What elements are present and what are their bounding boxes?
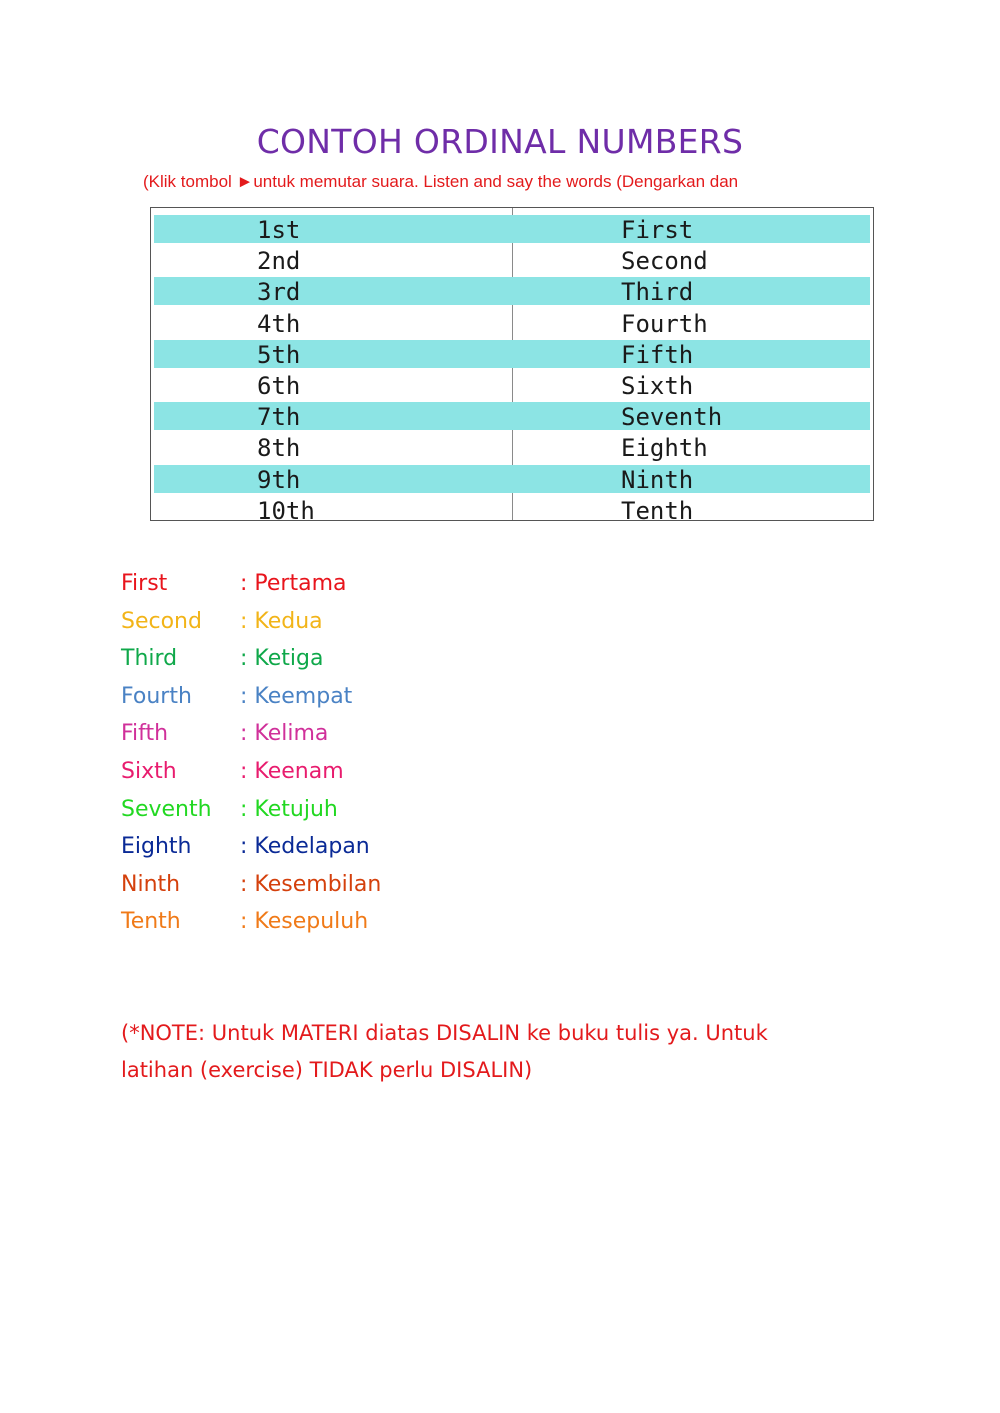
english-word: Sixth — [121, 758, 177, 784]
ordinal-abbreviation: 8th — [257, 434, 301, 463]
english-word: Fourth — [121, 683, 192, 709]
table-row — [154, 433, 870, 461]
english-word: Second — [121, 608, 202, 634]
indonesian-translation: : Kelima — [240, 721, 329, 747]
table-row — [154, 246, 870, 274]
table-row — [154, 402, 870, 430]
ordinal-abbreviation: 7th — [257, 403, 301, 432]
table-row — [154, 277, 870, 305]
ordinal-word: Third — [621, 278, 694, 307]
indonesian-translation: : Ketiga — [240, 646, 324, 672]
indonesian-translation: : Kesepuluh — [240, 909, 369, 935]
table-row — [154, 309, 870, 337]
ordinal-abbreviation: 2nd — [257, 247, 301, 276]
english-word: Fifth — [121, 721, 169, 747]
table-row — [154, 340, 870, 368]
ordinal-word: Eighth — [621, 434, 708, 463]
indonesian-translation: : Ketujuh — [240, 796, 338, 822]
english-word: Tenth — [121, 909, 181, 935]
ordinal-word: Tenth — [621, 496, 694, 521]
english-word: First — [121, 571, 168, 596]
table-row — [154, 215, 870, 243]
note-line-2: latihan (exercise) TIDAK perlu DISALIN) — [121, 1058, 533, 1082]
indonesian-translation: : Keempat — [240, 683, 353, 709]
english-word: Seventh — [121, 796, 212, 822]
ordinal-word: Fourth — [621, 309, 708, 338]
table-row — [154, 371, 870, 399]
table-row — [154, 465, 870, 493]
ordinal-word: Fifth — [621, 340, 694, 369]
ordinal-abbreviation: 3rd — [257, 278, 301, 307]
indonesian-translation: : Kedua — [240, 608, 323, 634]
english-word: Third — [121, 646, 178, 672]
instruction-text: (Klik tombol ►untuk memutar suara. Listen and say the words (Dengarkan dan — [143, 172, 739, 191]
ordinal-abbreviation: 5th — [257, 340, 301, 369]
note-text — [121, 1015, 881, 1089]
ordinal-abbreviation: 4th — [257, 309, 301, 338]
ordinal-abbreviation: 1st — [257, 216, 301, 244]
ordinal-word: Seventh — [621, 403, 723, 432]
ordinal-abbreviation: 9th — [257, 465, 301, 494]
english-word: Ninth — [121, 871, 181, 897]
ordinal-word: Ninth — [621, 465, 694, 494]
ordinal-word: First — [621, 216, 694, 244]
ordinal-table — [150, 207, 874, 521]
indonesian-translation: : Kesembilan — [240, 871, 382, 897]
indonesian-translation: : Kedelapan — [240, 834, 370, 860]
page-title: CONTOH ORDINAL NUMBERS — [256, 122, 744, 161]
english-word: Eighth — [121, 834, 192, 860]
ordinal-word: Second — [621, 247, 708, 276]
indonesian-translation: : Keenam — [240, 758, 344, 784]
ordinal-abbreviation: 6th — [257, 372, 301, 400]
indonesian-translation: : Pertama — [240, 571, 347, 596]
ordinal-word: Sixth — [621, 372, 694, 400]
table-row — [154, 496, 870, 521]
ordinal-abbreviation: 10th — [257, 496, 315, 521]
note-line-1: (*NOTE: Untuk MATERI diatas DISALIN ke buku tulis ya. Untuk — [121, 1021, 768, 1045]
